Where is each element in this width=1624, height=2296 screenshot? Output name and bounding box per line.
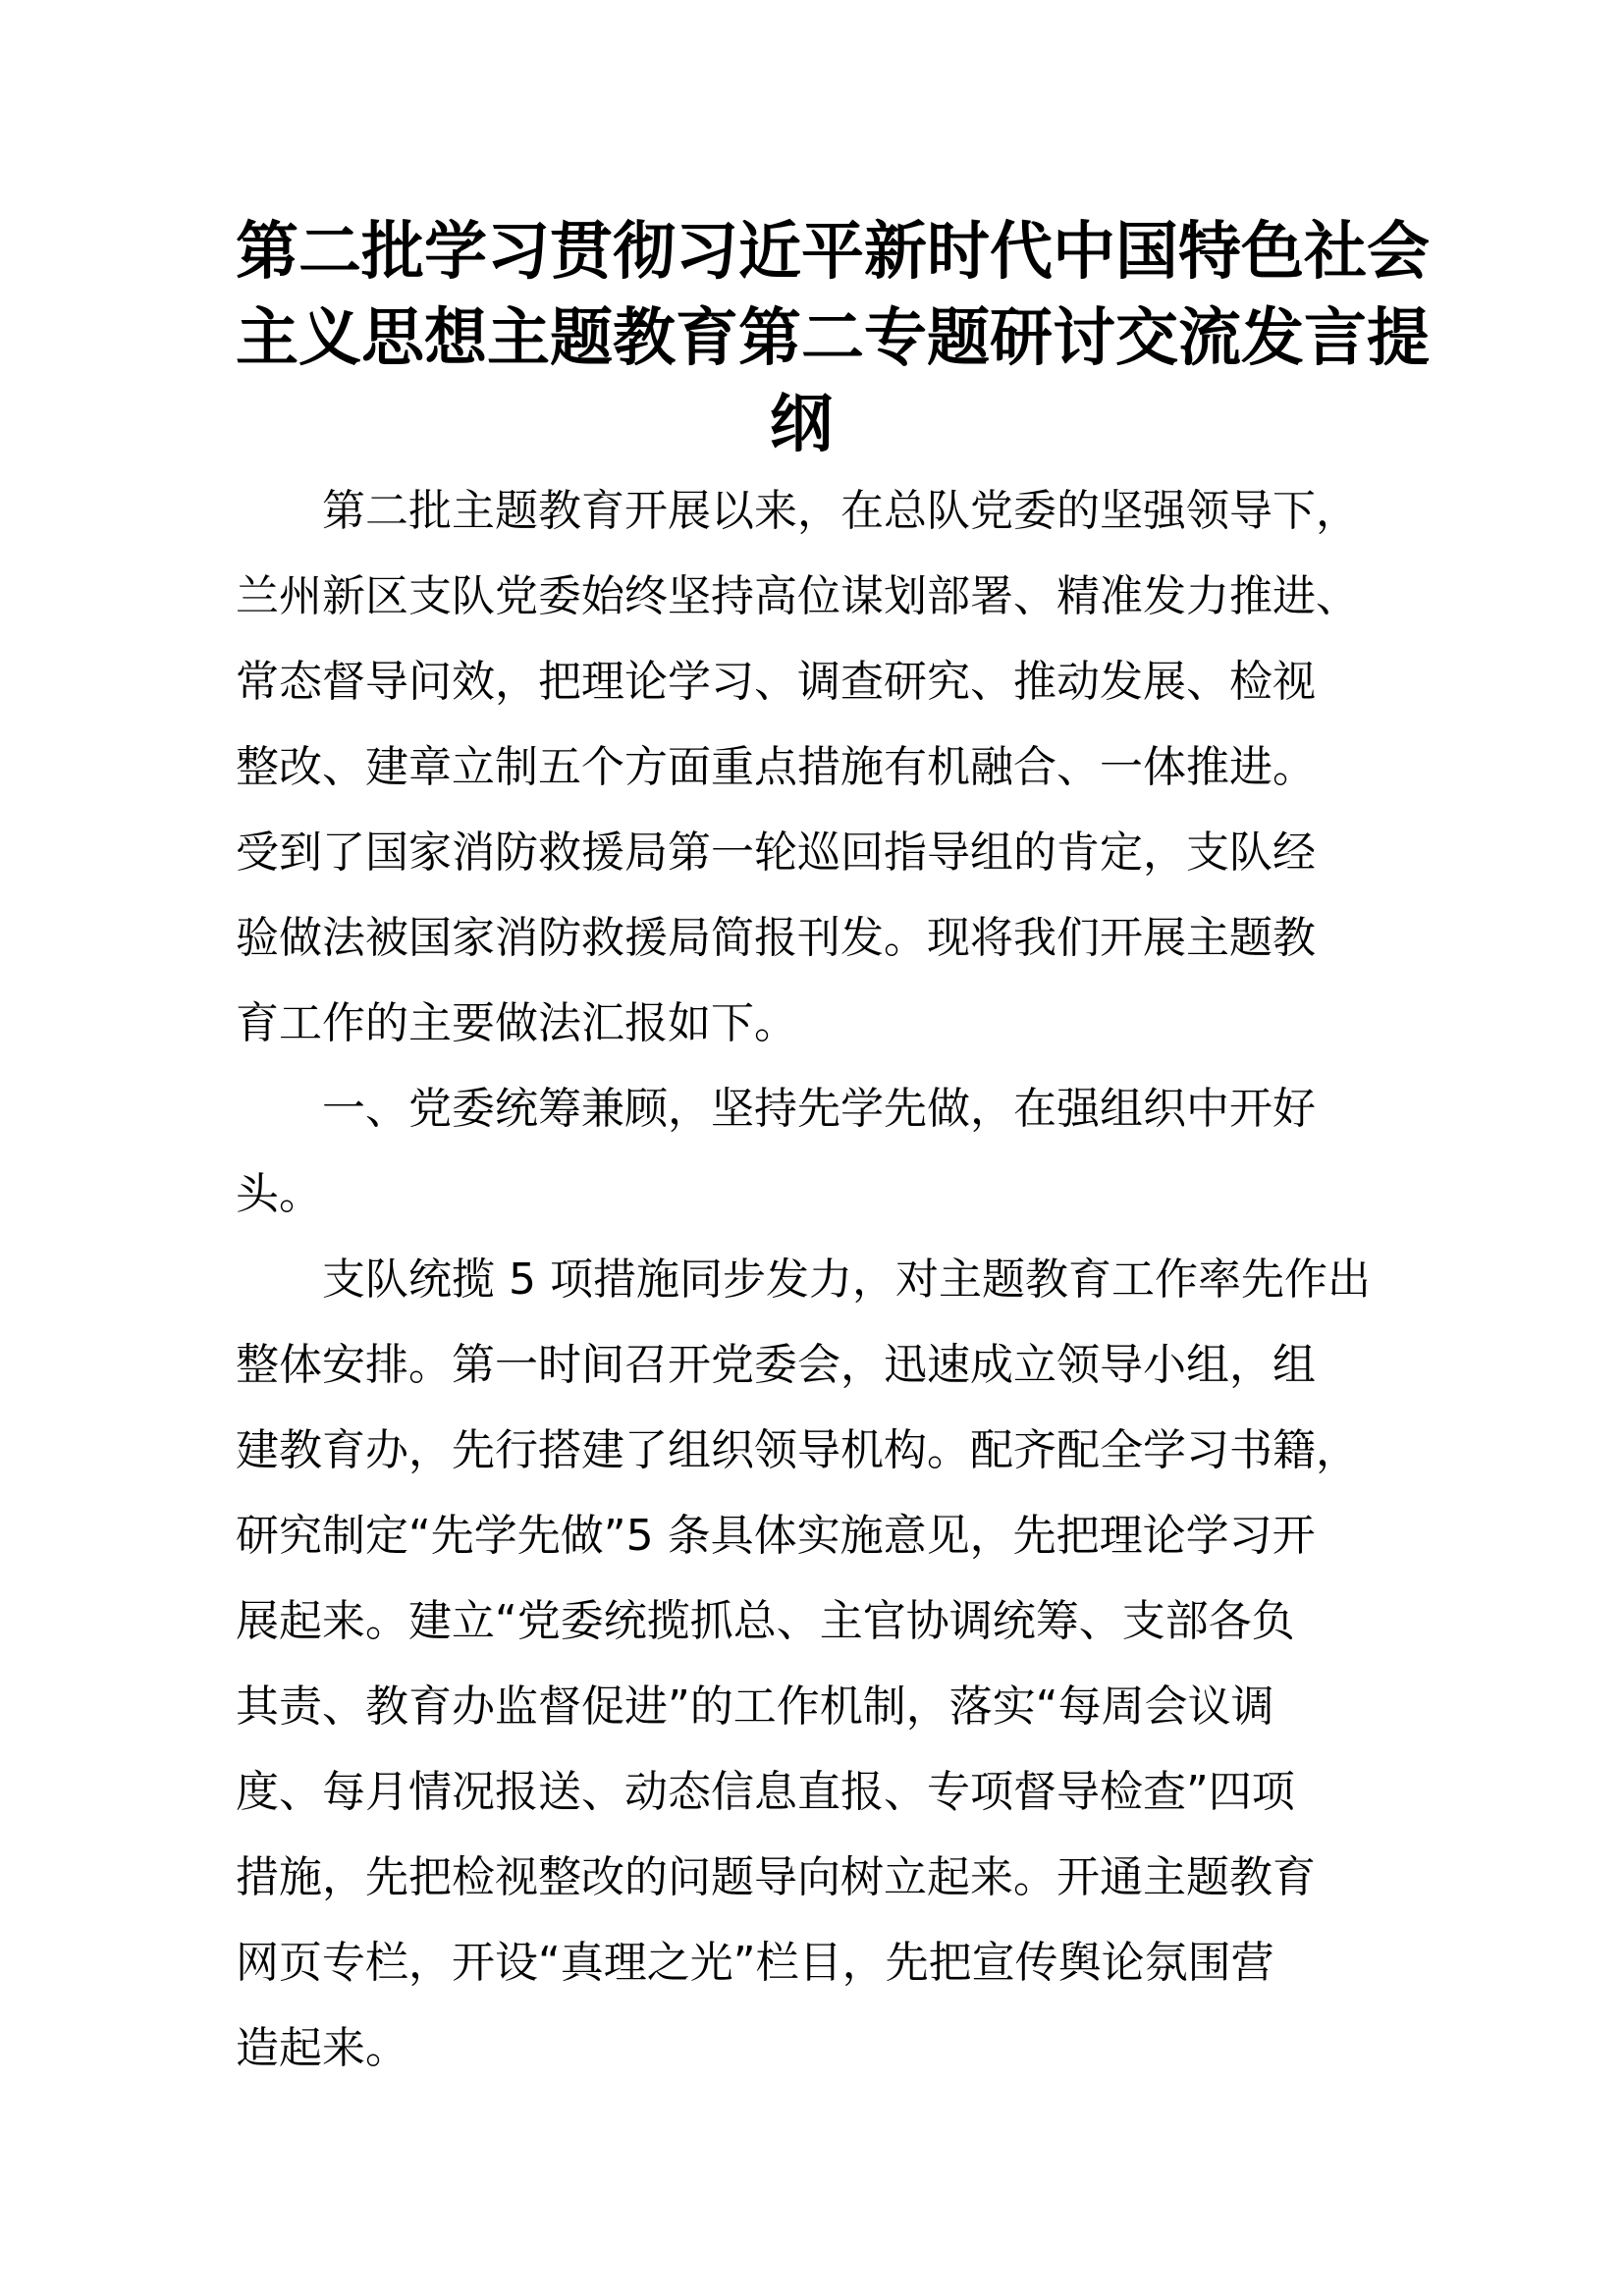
text-line: 验做法被国家消防救援局简报刊发。现将我们开展主题教 (236, 913, 1316, 963)
text-line: 整体安排。第一时间召开党委会，迅速成立领导小组，组 (236, 1340, 1316, 1390)
paragraph (236, 1066, 1367, 1237)
text-line: 整改、建章立制五个方面重点措施有机融合、一体推进。 (236, 742, 1316, 792)
text-line: 一、党委统筹兼顾，坚持先学先做，在强组织中开好 (322, 1084, 1316, 1134)
text-line: 支队统揽 5 项措施同步发力，对主题教育工作率先作出 (322, 1255, 1371, 1305)
text-line: 措施，先把检视整改的问题导向树立起来。开通主题教育 (236, 1852, 1316, 1902)
text-line: 其责、教育办监督促进”的工作机制，落实“每周会议调 (236, 1682, 1274, 1732)
title-line: 主义思想主题教育第二专题研讨交流发言提 (236, 302, 1430, 375)
title-line: 纲 (770, 389, 833, 461)
paragraph (236, 1237, 1371, 2091)
text-line: 造起来。 (236, 2023, 408, 2073)
document-body (236, 468, 1371, 2091)
page-content (236, 0, 1430, 2091)
text-line: 头。 (236, 1169, 322, 1219)
text-line: 建教育办，先行搭建了组织领导机构。配齐配全学习书籍， (236, 1425, 1359, 1475)
text-line: 育工作的主要做法汇报如下。 (236, 998, 797, 1048)
text-line: 兰州新区支队党委始终坚持高位谋划部署、精准发力推进、 (236, 571, 1359, 621)
text-line: 常态督导问效，把理论学习、调查研究、推动发展、检视 (236, 657, 1316, 707)
text-line: 受到了国家消防救援局第一轮巡回指导组的肯定，支队经 (236, 828, 1316, 878)
text-line: 网页专栏，开设“真理之光”栏目，先把宣传舆论氛围营 (236, 1938, 1274, 1988)
text-line: 度、每月情况报送、动态信息直报、专项督导检查”四项 (236, 1767, 1295, 1817)
text-line: 第二批主题教育开展以来，在总队党委的坚强领导下， (322, 486, 1359, 536)
document-title (236, 0, 1430, 468)
text-line: 研究制定“先学先做”5 条具体实施意见，先把理论学习开 (236, 1511, 1316, 1561)
text-line: 展起来。建立“党委统揽抓总、主官协调统筹、支部各负 (236, 1596, 1295, 1646)
paragraph (236, 468, 1367, 1066)
title-line: 第二批学习贯彻习近平新时代中国特色社会 (236, 216, 1430, 289)
